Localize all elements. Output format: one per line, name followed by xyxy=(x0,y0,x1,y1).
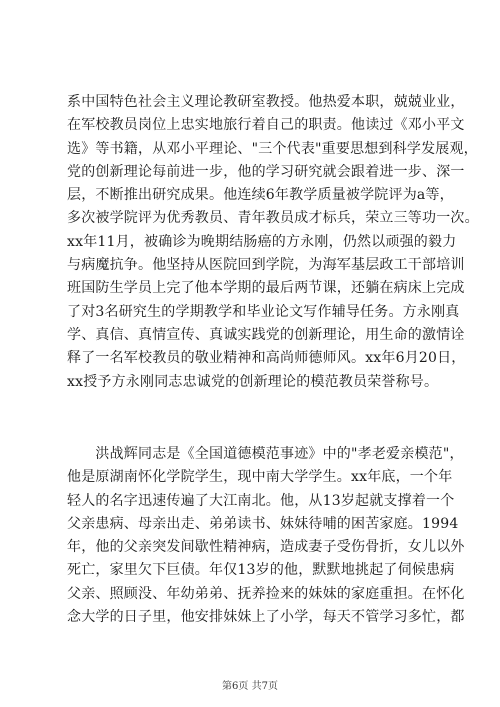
text-line: 选》等书籍，从邓小平理论、"三个代表"重要思想到科学发展观， xyxy=(67,140,478,157)
text-line: 释了一名军校教员的敬业精神和高尚师德师风。xx年6月20日， xyxy=(67,350,466,367)
text-line: 党的创新理论每前进一步，他的学习研究就会跟着进一步、深一 xyxy=(67,163,465,180)
text-line: 年，他的父亲突发间歇性精神病，造成妻子受伤骨折，女儿以外 xyxy=(67,539,465,556)
text-line: 层，不断推出研究成果。他连续6年教学质量被学院评为a等， xyxy=(67,187,454,204)
text-line: 父亲患病、母亲出走、弟弟读书、妹妹待哺的困苦家庭。1994 xyxy=(67,515,459,532)
text-line: 多次被学院评为优秀教员、青年教员成才标兵，荣立三等功一次。 xyxy=(67,210,479,227)
text-line: 与病魔抗争。他坚持从医院回到学院，为海军基层政工干部培训 xyxy=(67,257,465,274)
text-line: 在军校教员岗位上忠实地旅行着自己的职责。他读过《邓小平文 xyxy=(67,117,465,134)
text-line: 学、真信、真情宣传、真诚实践党的创新理论，用生命的激情诠 xyxy=(67,326,465,343)
text-line: 班国防生学员上完了他本学期的最后两节课，还躺在病床上完成 xyxy=(67,280,465,297)
text-line: 念大学的日子里，他安排妹妹上了小学，每天不管学习多忙，都 xyxy=(67,609,465,626)
text-line: 轻人的名字迅速传遍了大江南北。他，从13岁起就支撑着一个 xyxy=(67,492,455,509)
text-line: 洪战辉同志是《全国道德模范事迹》中的"孝老爱亲模范"， xyxy=(67,446,464,462)
text-line: xx授予方永刚同志忠诚党的创新理论的模范教员荣誉称号。 xyxy=(67,373,439,390)
text-line: xx年11月，被确诊为晚期结肠癌的方永刚，仍然以顽强的毅力 xyxy=(67,233,457,250)
text-line: 系中国特色社会主义理论教研室教授。他热爱本职，兢兢业业， xyxy=(67,94,465,110)
text-line: 了对3名研究生的学期教学和毕业论文写作辅导任务。方永刚真 xyxy=(67,303,460,320)
text-line: 死亡，家里欠下巨债。年仅13岁的他，默默地挑起了伺候患病 xyxy=(67,562,455,579)
page-number-footer: 第6页 共7页 xyxy=(222,681,278,692)
paragraph-hong-zhanhui xyxy=(67,443,465,629)
paragraph-fang-yonggang xyxy=(67,91,479,394)
text-line: 他是原湖南怀化学院学生，现中南大学学生。xx年底，一个年 xyxy=(67,469,453,486)
text-line: 父亲、照顾没、年幼弟弟、抚养捡来的妹妹的家庭重担。在怀化 xyxy=(67,585,465,602)
